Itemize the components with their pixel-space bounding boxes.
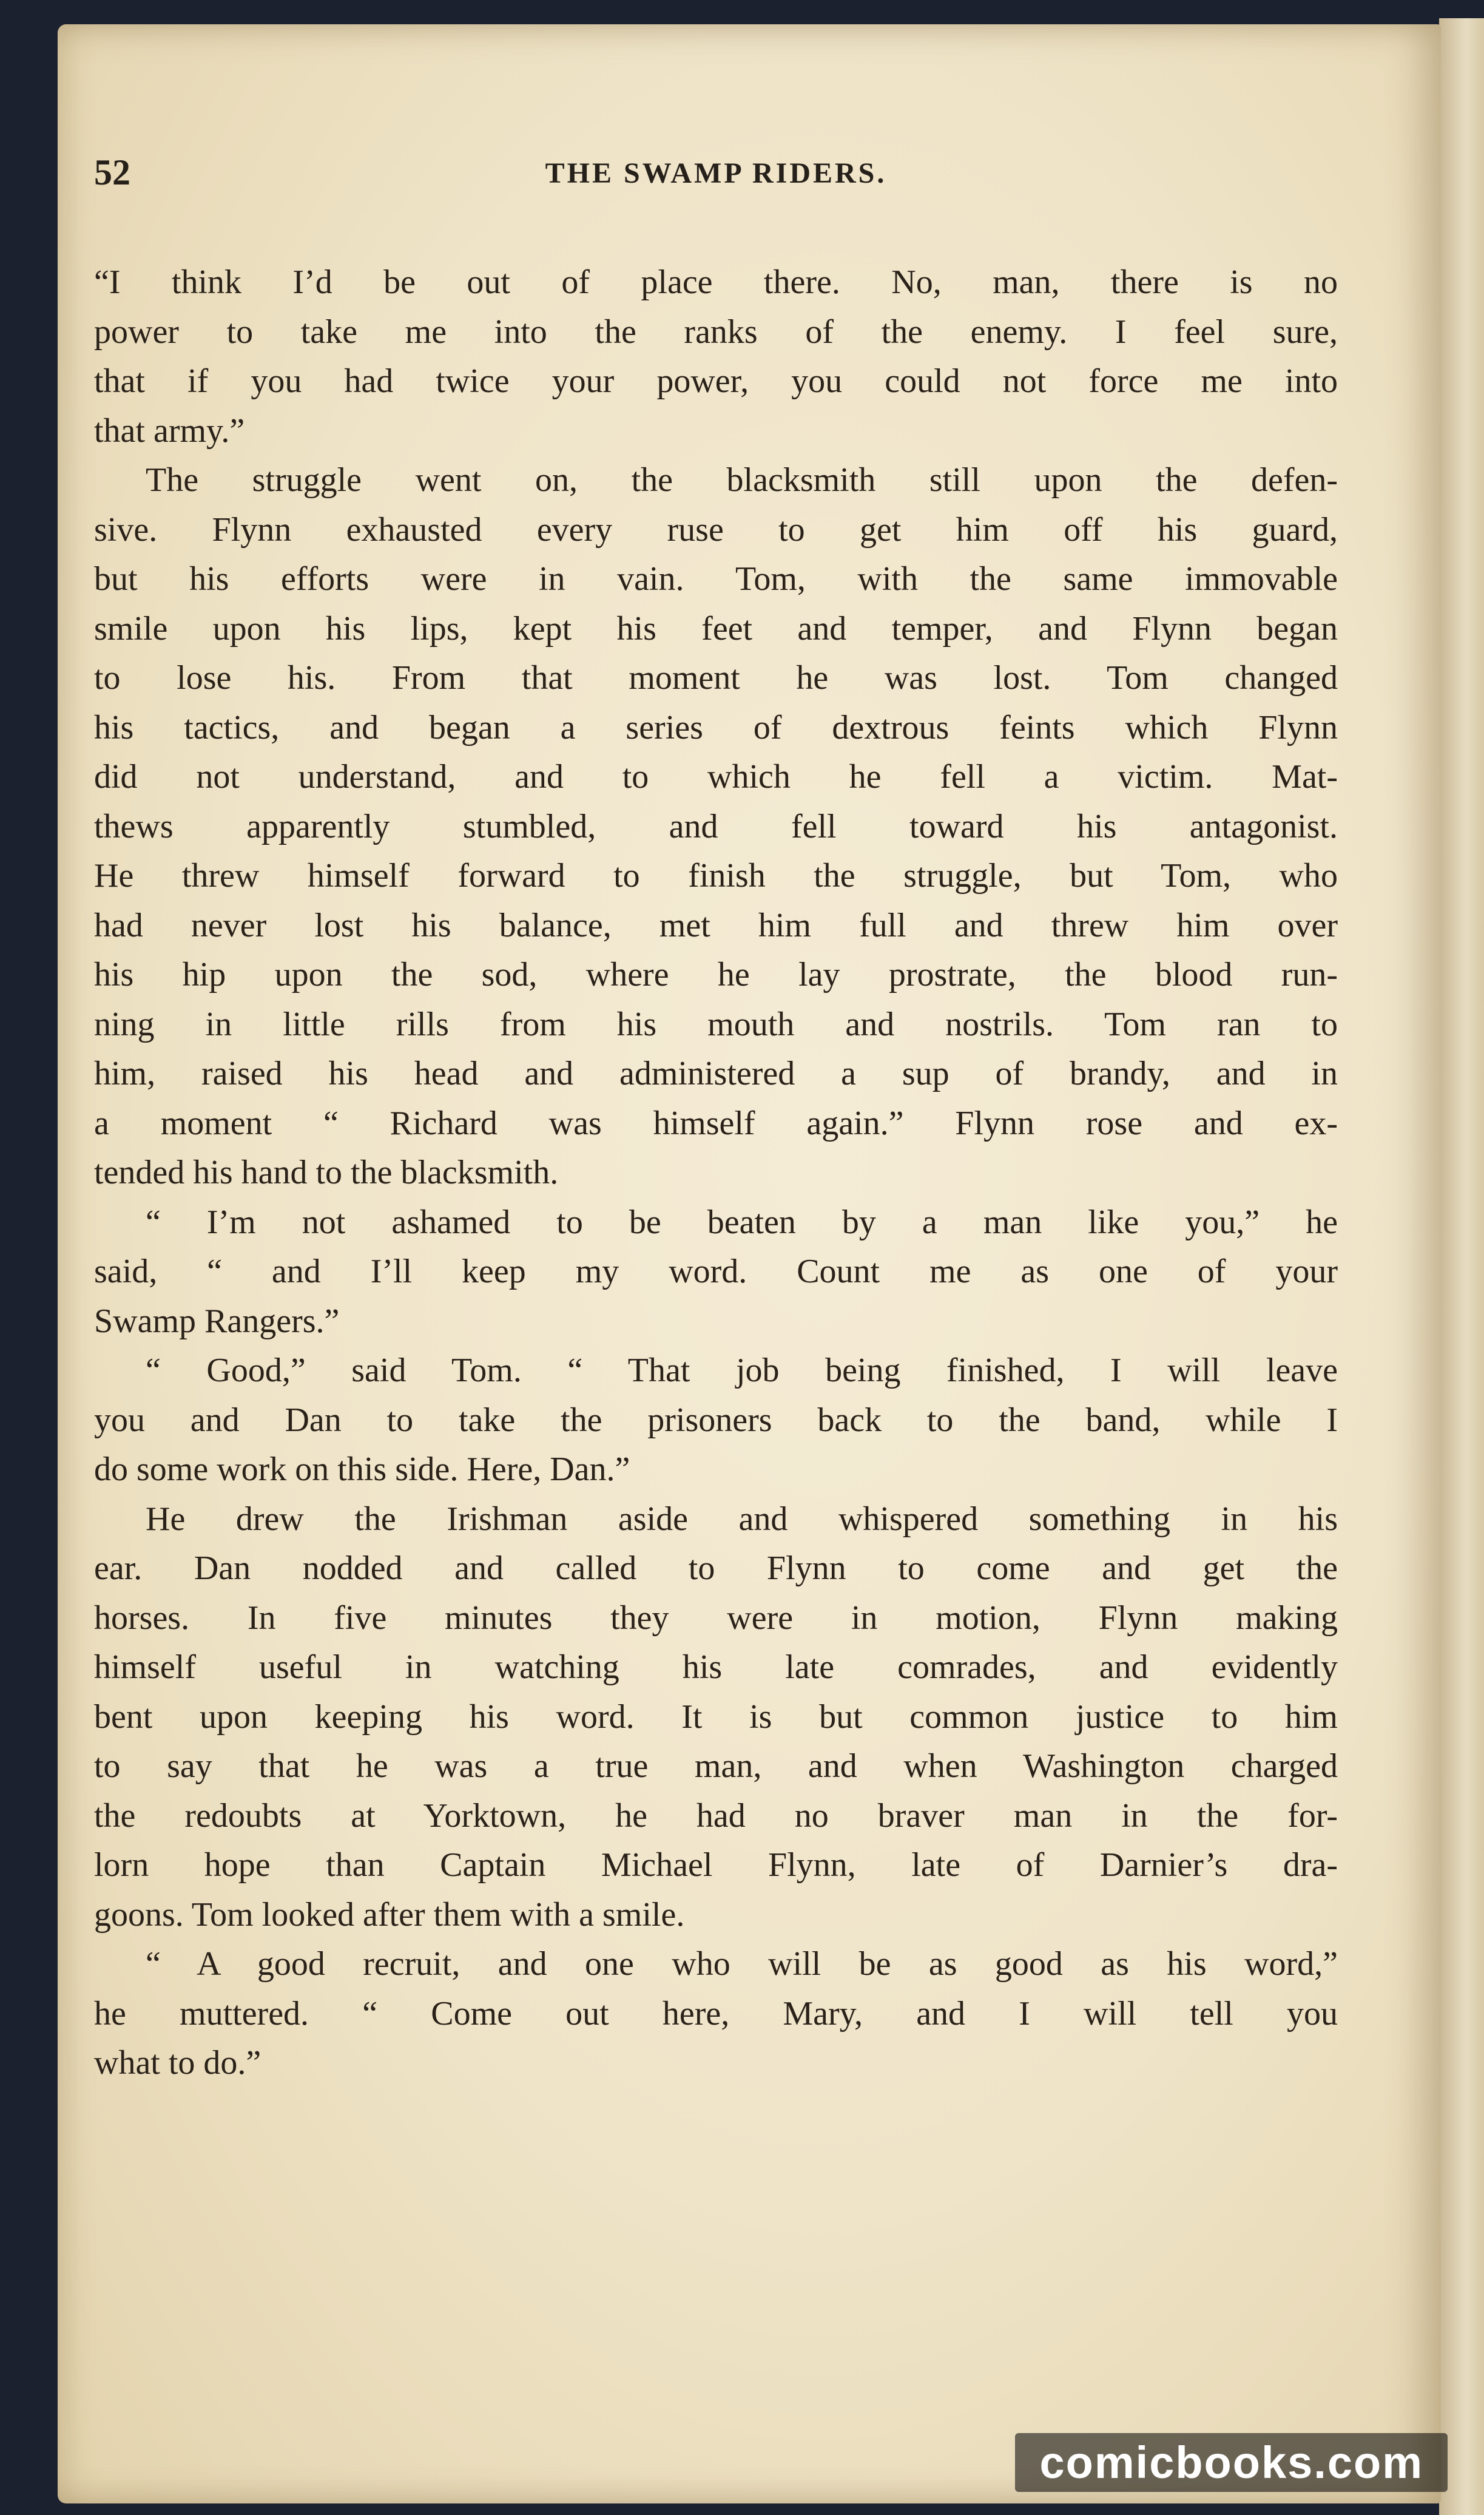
text-line: that if you had twice your power, you could not force me into	[94, 362, 1338, 400]
text-line: what to do.”	[94, 2044, 261, 2082]
text-line: a moment “ Richard was himself again.” Flynn rose and ex-	[94, 1104, 1338, 1142]
text-line: to lose his. From that moment he was lost. Tom changed	[94, 659, 1338, 697]
text-line: ning in little rills from his mouth and nostrils. Tom ran to	[94, 1005, 1338, 1043]
text-line: did not understand, and to which he fell a victim. Mat-	[94, 758, 1338, 796]
text-line: you and Dan to take the prisoners back to the band, while I	[94, 1401, 1338, 1439]
text-line: him, raised his head and administered a sup of brandy, and in	[94, 1055, 1338, 1092]
watermark: comicbooks.com	[1015, 2433, 1448, 2492]
text-line: He drew the Irishman aside and whispered something in his	[146, 1500, 1338, 1538]
text-line: he muttered. “ Come out here, Mary, and I will tell you	[94, 1994, 1338, 2033]
text-line: do some work on this side. Here, Dan.”	[94, 1450, 630, 1488]
text-line: his tactics, and began a series of dextrous feints which Flynn	[94, 708, 1338, 746]
text-line: “ Good,” said Tom. “ That job being finished, I will leave	[146, 1352, 1338, 1389]
text-line: “ A good recruit, and one who will be as good as his word,”	[146, 1945, 1338, 1983]
text-line: The struggle went on, the blacksmith still upon the defen-	[146, 461, 1338, 499]
text-line: lorn hope than Captain Michael Flynn, late of Darnier’s dra-	[94, 1846, 1338, 1884]
text-line: his hip upon the sod, where he lay prostrate, the blood run-	[94, 956, 1338, 993]
page-number: 52	[94, 152, 130, 192]
text-line: thews apparently stumbled, and fell toward his antagonist.	[94, 807, 1338, 845]
text-line: the redoubts at Yorktown, he had no braver man in the for-	[94, 1796, 1338, 1835]
text-line: horses. In five minutes they were in motion, Flynn making	[94, 1599, 1338, 1637]
text-line: Swamp Rangers.”	[94, 1302, 340, 1340]
text-line: “I think I’d be out of place there. No, man, there is no	[94, 263, 1338, 301]
text-line: smile upon his lips, kept his feet and temper, and Flynn began	[94, 609, 1338, 648]
page-header	[94, 152, 1338, 212]
text-line: tended his hand to the blacksmith.	[94, 1154, 559, 1191]
text-line: “ I’m not ashamed to be beaten by a man like you,” he	[146, 1203, 1338, 1241]
text-line: bent upon keeping his word. It is but common justice to him	[94, 1698, 1338, 1736]
body-text	[94, 258, 1338, 2088]
running-head: THE SWAMP RIDERS.	[545, 157, 887, 189]
text-line: power to take me into the ranks of the enemy. I feel sure,	[94, 313, 1338, 351]
text-line: sive. Flynn exhausted every ruse to get him off his guard,	[94, 510, 1338, 549]
text-line: that army.”	[94, 411, 245, 450]
text-line: said, “ and I’ll keep my word. Count me as one of your	[94, 1253, 1338, 1290]
text-line: to say that he was a true man, and when Washington charged	[94, 1747, 1338, 1785]
text-line: He threw himself forward to finish the struggle, but Tom, who	[94, 857, 1338, 895]
text-line: but his efforts were in vain. Tom, with the same immovable	[94, 560, 1338, 598]
text-line: had never lost his balance, met him full and threw him over	[94, 906, 1338, 944]
text-line: ear. Dan nodded and called to Flynn to come and get the	[94, 1549, 1338, 1587]
text-line: goons. Tom looked after them with a smile.	[94, 1895, 685, 1934]
text-line: himself useful in watching his late comrades, and evidently	[94, 1648, 1338, 1686]
facing-page-edge	[1439, 18, 1484, 2515]
